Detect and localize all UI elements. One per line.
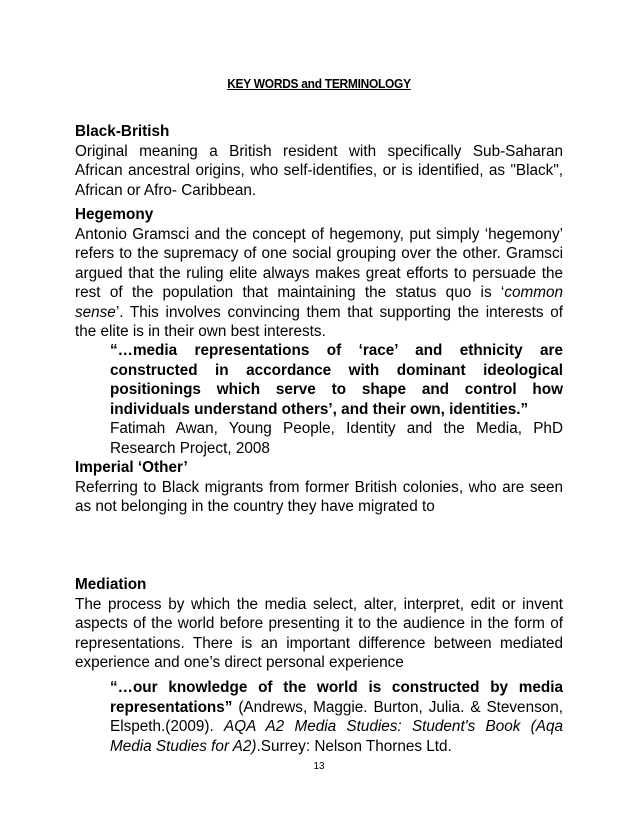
definition-hegemony-part2: ’. This involves convincing them that supporting the interests of the elite is in their own best interests. [75, 303, 563, 340]
definition-black-british: Original meaning a British resident with specifically Sub-Saharan African ancestral origins, who self-identifies, or is identified, as "Black", African or Afro- Caribbean. [75, 142, 563, 199]
definition-hegemony [75, 225, 563, 342]
section-mediation [75, 575, 563, 673]
term-mediation: Mediation [75, 576, 147, 593]
definition-hegemony-part1: Antonio Gramsci and the concept of hegemony, put simply ‘hegemony’ refers to the supremacy of one social grouping over the other. Gramsci argued that the ruling elite always makes great efforts to persuade the rest of the population that maintaining the status quo is ‘ [75, 225, 563, 301]
definition-mediation: The process by which the media select, alter, interpret, edit or invent aspects of the world before presenting it to the audience in the form of representations. There is an important difference between mediated experience and one’s direct personal experience [75, 595, 563, 671]
page-number: 13 [313, 761, 325, 772]
definition-hegemony-italic: common sense [75, 284, 563, 321]
quote-mediation [110, 678, 563, 756]
term-imperial-other: Imperial ‘Other’ [75, 459, 188, 476]
quote-mediation-citation: (Andrews, Maggie. Burton, Julia. & Stevenson, Elspeth.(2009). [110, 698, 563, 735]
section-black-british [75, 122, 563, 200]
quote-hegemony-text: “…media representations of ‘race’ and ethnicity are constructed in accordance with dominant ideological positionings which serve to shape and control how individuals understand others’, and their own, identities.” [110, 342, 563, 418]
definition-imperial-other: Referring to Black migrants from former British colonies, who are seen as not belonging in the country they have migrated to [75, 478, 563, 515]
page-heading: KEY WORDS and TERMINOLOGY [227, 76, 411, 91]
section-hegemony [75, 205, 563, 342]
quote-mediation-block [110, 678, 563, 756]
quote-mediation-text: “…our knowledge of the world is constructed by media representations” [110, 679, 563, 716]
term-black-british: Black-British [75, 123, 170, 140]
section-imperial-other [75, 458, 563, 517]
quote-hegemony [110, 341, 563, 458]
quote-hegemony-citation: Fatimah Awan, Young People, Identity and the Media, PhD Research Project, 2008 [110, 420, 563, 457]
term-hegemony: Hegemony [75, 206, 154, 223]
quote-mediation-publisher: .Surrey: Nelson Thornes Ltd. [256, 737, 452, 755]
quote-mediation-book-title: AQA A2 Media Studies: Student's Book (Aqa Media Studies for A2) [110, 718, 563, 755]
